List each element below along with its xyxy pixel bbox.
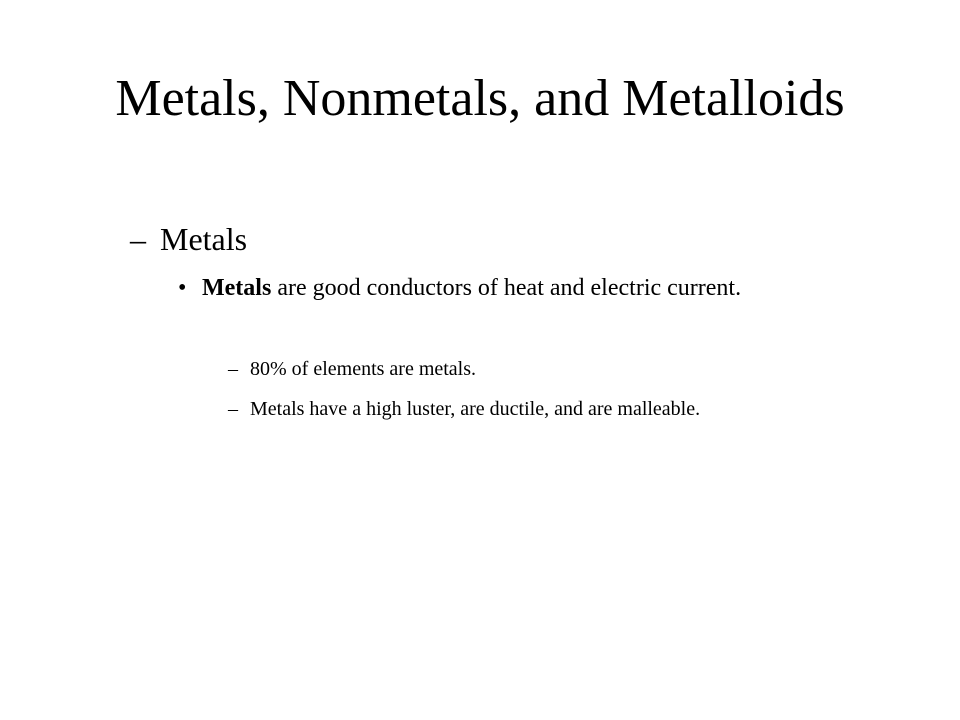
section-label: Metals — [160, 221, 248, 257]
bullet-marker: • — [178, 275, 187, 301]
bullet-text — [202, 272, 741, 305]
slide-title: Metals, Nonmetals, and Metalloids — [115, 70, 845, 127]
sub-bullet-item — [228, 356, 888, 382]
dash-marker: – — [130, 221, 146, 257]
sub-bullet-text: Metals have a high luster, are ductile, and are malleable. — [250, 398, 701, 420]
dash-marker: – — [228, 358, 238, 380]
bullet-body: are good conductors of heat and electric current. — [271, 275, 742, 301]
section-item-metals — [130, 220, 247, 258]
sub-bullet-item — [228, 396, 888, 422]
bullet-item-conductors — [178, 272, 858, 305]
sub-bullet-text: 80% of elements are metals. — [250, 358, 477, 380]
bullet-bold-term: Metals — [202, 275, 272, 301]
dash-marker: – — [228, 398, 238, 420]
